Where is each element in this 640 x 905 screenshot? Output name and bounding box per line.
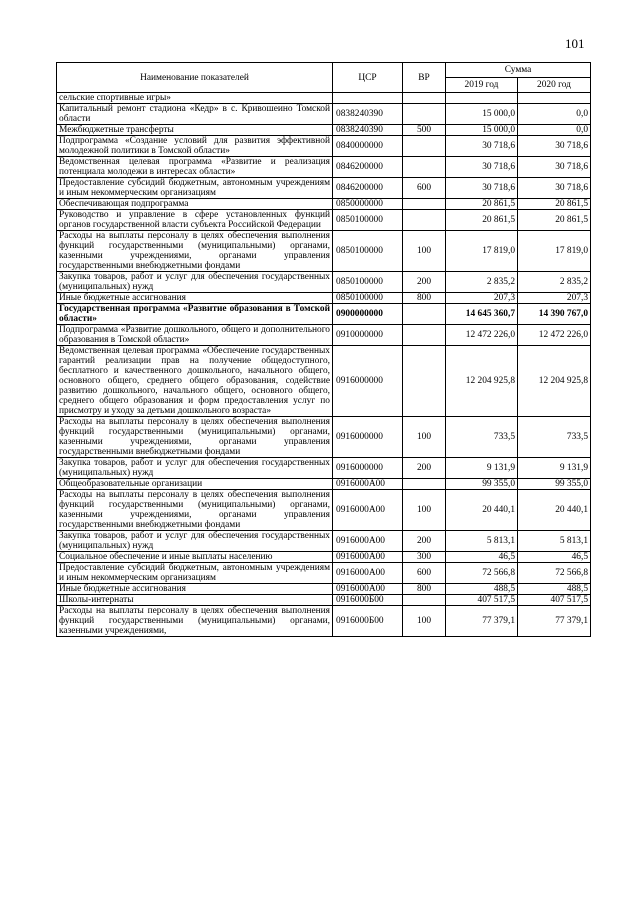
row-vr bbox=[403, 157, 446, 178]
row-vr bbox=[403, 199, 446, 210]
row-vr bbox=[403, 93, 446, 104]
row-name: Обеспечивающая подпрограмма bbox=[57, 199, 333, 210]
row-name: Общеобразовательные организации bbox=[57, 479, 333, 490]
row-csr: 0916000А00 bbox=[333, 584, 403, 595]
row-sum-2019: 733,5 bbox=[446, 417, 518, 458]
row-vr: 600 bbox=[403, 563, 446, 584]
row-sum-2019: 20 861,5 bbox=[446, 199, 518, 210]
row-sum-2019: 99 355,0 bbox=[446, 479, 518, 490]
row-vr: 200 bbox=[403, 531, 446, 552]
row-sum-2020: 30 718,6 bbox=[518, 178, 591, 199]
row-sum-2020: 20 440,1 bbox=[518, 490, 591, 531]
row-name: Закупка товаров, работ и услуг для обеспечения государственных (муниципальных) нужд bbox=[57, 272, 333, 293]
row-name: сельские спортивные игры» bbox=[57, 93, 333, 104]
row-sum-2019: 5 813,1 bbox=[446, 531, 518, 552]
row-name: Закупка товаров, работ и услуг для обеспечения государственных (муниципальных) нужд bbox=[57, 458, 333, 479]
row-sum-2019: 20 440,1 bbox=[446, 490, 518, 531]
row-sum-2020: 12 472 226,0 bbox=[518, 325, 591, 346]
row-vr: 100 bbox=[403, 490, 446, 531]
header-2020: 2020 год bbox=[518, 78, 591, 93]
row-csr: 0850000000 bbox=[333, 199, 403, 210]
row-sum-2020: 14 390 767,0 bbox=[518, 304, 591, 325]
row-csr: 0846200000 bbox=[333, 157, 403, 178]
table-row bbox=[57, 199, 591, 210]
row-vr: 200 bbox=[403, 458, 446, 479]
row-sum-2020: 0,0 bbox=[518, 125, 591, 136]
row-name: Капитальный ремонт стадиона «Кедр» в с. Кривошеино Томской области bbox=[57, 104, 333, 125]
row-sum-2020: 0,0 bbox=[518, 104, 591, 125]
row-sum-2019: 407 517,5 bbox=[446, 595, 518, 606]
row-csr: 0916000А00 bbox=[333, 479, 403, 490]
row-csr: 0916000А00 bbox=[333, 563, 403, 584]
row-sum-2019: 30 718,6 bbox=[446, 178, 518, 199]
row-vr bbox=[403, 136, 446, 157]
row-csr: 0916000А00 bbox=[333, 552, 403, 563]
row-sum-2019: 488,5 bbox=[446, 584, 518, 595]
row-vr: 300 bbox=[403, 552, 446, 563]
row-sum-2020: 17 819,0 bbox=[518, 231, 591, 272]
table-row bbox=[57, 490, 591, 531]
table-row bbox=[57, 125, 591, 136]
row-vr: 800 bbox=[403, 293, 446, 304]
table-row bbox=[57, 104, 591, 125]
row-sum-2020: 77 379,1 bbox=[518, 606, 591, 637]
row-sum-2019: 72 566,8 bbox=[446, 563, 518, 584]
table-row bbox=[57, 479, 591, 490]
row-csr: 0900000000 bbox=[333, 304, 403, 325]
row-csr: 0838240390 bbox=[333, 104, 403, 125]
row-sum-2019: 14 645 360,7 bbox=[446, 304, 518, 325]
table-row bbox=[57, 293, 591, 304]
row-vr bbox=[403, 346, 446, 417]
row-csr: 0916000000 bbox=[333, 417, 403, 458]
row-vr bbox=[403, 210, 446, 231]
row-csr: 0910000000 bbox=[333, 325, 403, 346]
row-name: Государственная программа «Развитие образования в Томской области» bbox=[57, 304, 333, 325]
row-vr: 100 bbox=[403, 417, 446, 458]
table-row bbox=[57, 136, 591, 157]
row-sum-2019 bbox=[446, 93, 518, 104]
row-csr: 0916000000 bbox=[333, 346, 403, 417]
row-sum-2019: 77 379,1 bbox=[446, 606, 518, 637]
row-name: Иные бюджетные ассигнования bbox=[57, 584, 333, 595]
row-sum-2019: 15 000,0 bbox=[446, 125, 518, 136]
row-name: Ведомственная целевая программа «Обеспечение государственных гарантий реализации прав на получение общедоступного, бесплатного и качественного дошкольного, начального общего, основного общего, среднего общего образования, содействие развитию дошкольного, начального общего, основного общего, среднего общего образования и форм предоставления услуг по присмотру и уходу за детьми дошкольного возраста» bbox=[57, 346, 333, 417]
row-name: Расходы на выплаты персоналу в целях обеспечения выполнения функций государственными (муниципальными) органами, казенными учреждениями, органами управления государственными внебюджетными фондами bbox=[57, 231, 333, 272]
row-sum-2019: 15 000,0 bbox=[446, 104, 518, 125]
table-row bbox=[57, 231, 591, 272]
row-sum-2020: 12 204 925,8 bbox=[518, 346, 591, 417]
header-sum: Сумма bbox=[446, 63, 591, 78]
header-name: Наименование показателей bbox=[57, 63, 333, 93]
row-name: Социальное обеспечение и иные выплаты населению bbox=[57, 552, 333, 563]
table-row bbox=[57, 417, 591, 458]
table-row bbox=[57, 552, 591, 563]
row-csr: 0840000000 bbox=[333, 136, 403, 157]
row-name: Расходы на выплаты персоналу в целях обеспечения выполнения функций государственными (муниципальными) органами, казенными учреждениями, bbox=[57, 606, 333, 637]
row-sum-2020: 72 566,8 bbox=[518, 563, 591, 584]
table-row bbox=[57, 272, 591, 293]
row-sum-2019: 2 835,2 bbox=[446, 272, 518, 293]
table-row bbox=[57, 563, 591, 584]
row-name: Расходы на выплаты персоналу в целях обеспечения выполнения функций государственными (муниципальными) органами, казенными учреждениями, органами управления государственными внебюджетными фондами bbox=[57, 417, 333, 458]
row-vr: 100 bbox=[403, 231, 446, 272]
row-sum-2020: 99 355,0 bbox=[518, 479, 591, 490]
row-csr: 0838240390 bbox=[333, 125, 403, 136]
header-csr: ЦСР bbox=[333, 63, 403, 93]
row-name: Иные бюджетные ассигнования bbox=[57, 293, 333, 304]
row-csr: 0850100000 bbox=[333, 293, 403, 304]
row-sum-2019: 207,3 bbox=[446, 293, 518, 304]
row-sum-2019: 12 472 226,0 bbox=[446, 325, 518, 346]
row-name: Ведомственная целевая программа «Развитие и реализация потенциала молодежи в интересах области» bbox=[57, 157, 333, 178]
page-number: 101 bbox=[565, 36, 585, 51]
table-row bbox=[57, 584, 591, 595]
table-row bbox=[57, 93, 591, 104]
row-sum-2020: 20 861,5 bbox=[518, 210, 591, 231]
row-sum-2020: 20 861,5 bbox=[518, 199, 591, 210]
row-sum-2019: 12 204 925,8 bbox=[446, 346, 518, 417]
table-row bbox=[57, 325, 591, 346]
row-csr bbox=[333, 93, 403, 104]
table-row bbox=[57, 346, 591, 417]
row-name: Расходы на выплаты персоналу в целях обеспечения выполнения функций государственными (муниципальными) органами, казенными учреждениями, органами управления государственными внебюджетными фондами bbox=[57, 490, 333, 531]
row-sum-2020 bbox=[518, 93, 591, 104]
row-sum-2020: 488,5 bbox=[518, 584, 591, 595]
budget-table bbox=[56, 62, 591, 637]
table-row bbox=[57, 606, 591, 637]
table-row bbox=[57, 595, 591, 606]
row-vr: 600 bbox=[403, 178, 446, 199]
row-csr: 0850100000 bbox=[333, 210, 403, 231]
row-sum-2020: 733,5 bbox=[518, 417, 591, 458]
row-csr: 0916000А00 bbox=[333, 531, 403, 552]
table-row bbox=[57, 178, 591, 199]
row-sum-2019: 17 819,0 bbox=[446, 231, 518, 272]
row-vr: 200 bbox=[403, 272, 446, 293]
row-name: Подпрограмма «Развитие дошкольного, общего и дополнительного образования в Томской области» bbox=[57, 325, 333, 346]
row-vr: 100 bbox=[403, 606, 446, 637]
row-sum-2019: 46,5 bbox=[446, 552, 518, 563]
row-vr bbox=[403, 325, 446, 346]
row-sum-2020: 2 835,2 bbox=[518, 272, 591, 293]
row-name: Закупка товаров, работ и услуг для обеспечения государственных (муниципальных) нужд bbox=[57, 531, 333, 552]
row-csr: 0850100000 bbox=[333, 272, 403, 293]
row-sum-2020: 407 517,5 bbox=[518, 595, 591, 606]
row-csr: 0916000А00 bbox=[333, 490, 403, 531]
row-name: Руководство и управление в сфере установленных функций органов государственной власти субъекта Российской Федерации bbox=[57, 210, 333, 231]
row-name: Подпрограмма «Создание условий для развития эффективной молодежной политики в Томской области» bbox=[57, 136, 333, 157]
row-csr: 0916000Б00 bbox=[333, 595, 403, 606]
row-vr bbox=[403, 479, 446, 490]
row-name: Школы-интернаты bbox=[57, 595, 333, 606]
row-sum-2019: 20 861,5 bbox=[446, 210, 518, 231]
row-csr: 0850100000 bbox=[333, 231, 403, 272]
table-body bbox=[57, 93, 591, 637]
row-sum-2019: 9 131,9 bbox=[446, 458, 518, 479]
table-row bbox=[57, 458, 591, 479]
row-vr bbox=[403, 304, 446, 325]
row-csr: 0916000Б00 bbox=[333, 606, 403, 637]
row-sum-2020: 30 718,6 bbox=[518, 157, 591, 178]
row-sum-2020: 207,3 bbox=[518, 293, 591, 304]
row-name: Межбюджетные трансферты bbox=[57, 125, 333, 136]
row-sum-2020: 30 718,6 bbox=[518, 136, 591, 157]
row-vr: 800 bbox=[403, 584, 446, 595]
table-row bbox=[57, 531, 591, 552]
row-csr: 0916000000 bbox=[333, 458, 403, 479]
row-sum-2020: 9 131,9 bbox=[518, 458, 591, 479]
table-row bbox=[57, 157, 591, 178]
row-sum-2019: 30 718,6 bbox=[446, 136, 518, 157]
header-2019: 2019 год bbox=[446, 78, 518, 93]
row-vr bbox=[403, 595, 446, 606]
row-sum-2019: 30 718,6 bbox=[446, 157, 518, 178]
table-row bbox=[57, 304, 591, 325]
row-name: Предоставление субсидий бюджетным, автономным учреждениям и иным некоммерческим организациям bbox=[57, 563, 333, 584]
row-name: Предоставление субсидий бюджетным, автономным учреждениям и иным некоммерческим организациям bbox=[57, 178, 333, 199]
row-vr bbox=[403, 104, 446, 125]
row-csr: 0846200000 bbox=[333, 178, 403, 199]
row-sum-2020: 5 813,1 bbox=[518, 531, 591, 552]
header-vr: ВР bbox=[403, 63, 446, 93]
row-vr: 500 bbox=[403, 125, 446, 136]
row-sum-2020: 46,5 bbox=[518, 552, 591, 563]
table-row bbox=[57, 210, 591, 231]
